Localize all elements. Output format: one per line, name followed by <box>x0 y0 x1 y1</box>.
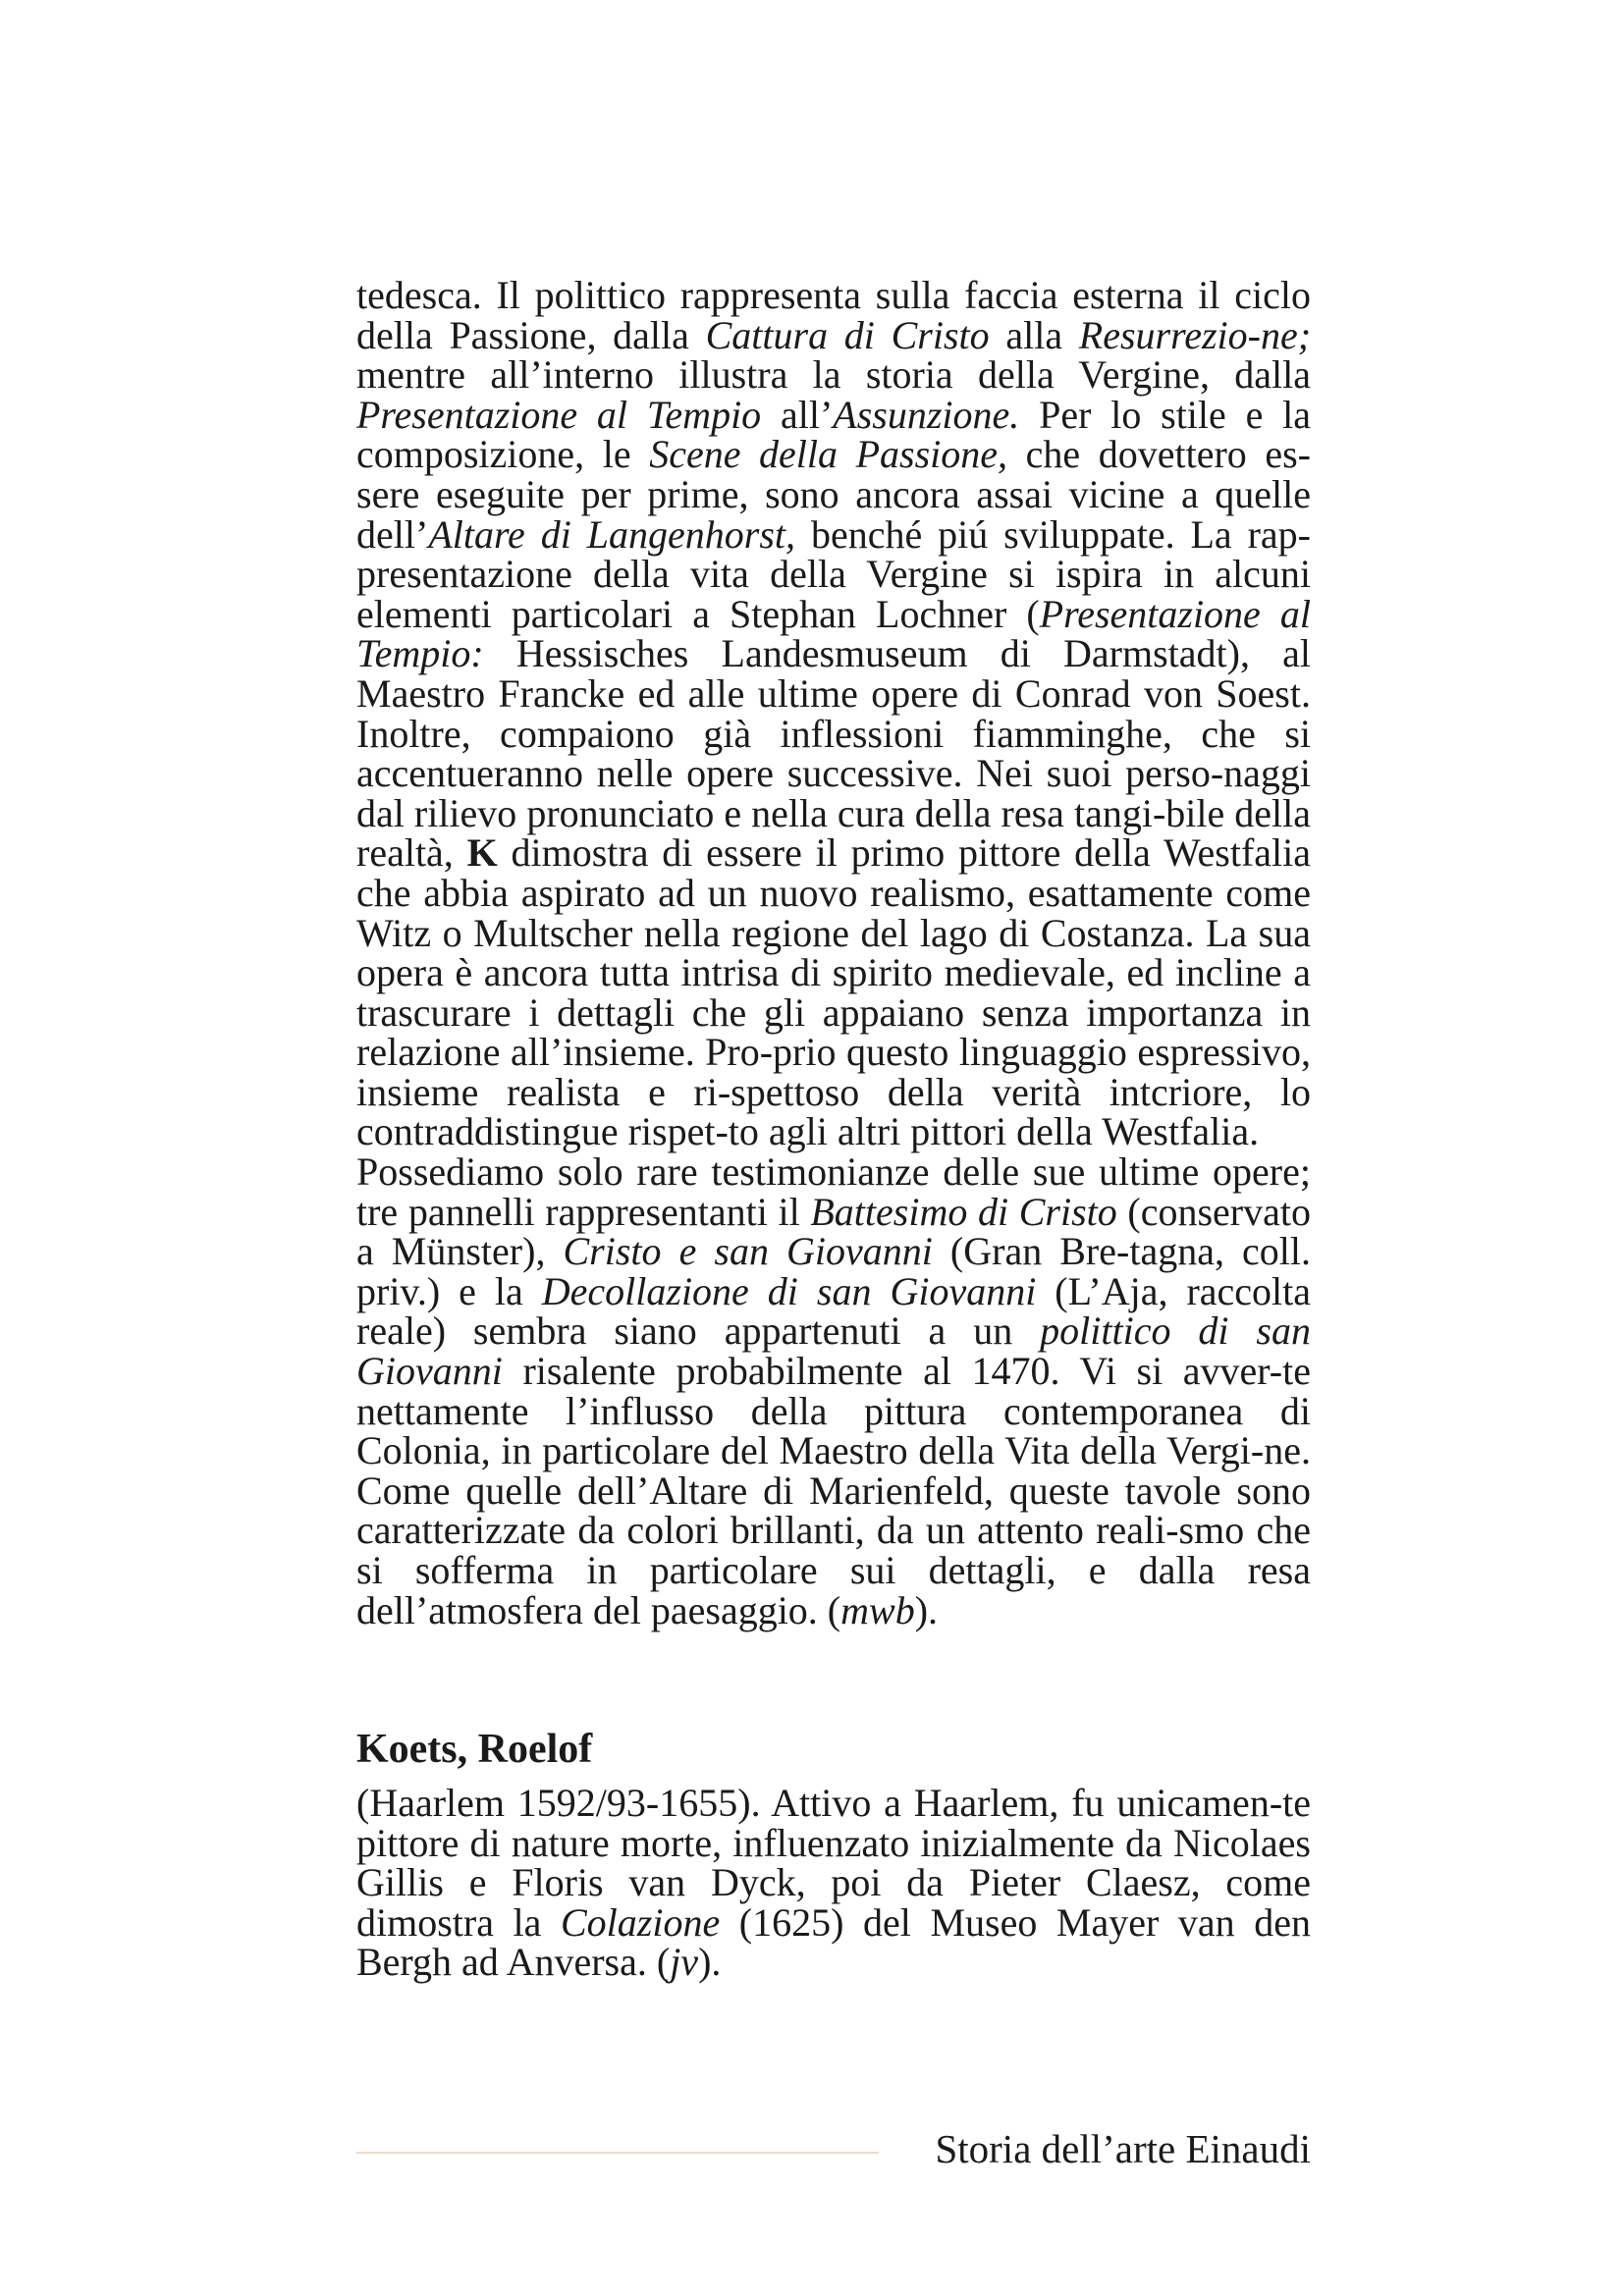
text-run: tedesca. Il polittico rappresenta sulla faccia esterna il ciclo della Passione, dalla <box>356 273 1311 357</box>
italic-title: Presentazione al Tempio: <box>356 591 1311 676</box>
entry-body <box>356 1781 1311 1984</box>
italic-title: Altare di Langenhorst, <box>428 511 796 557</box>
italic-title: Colazione <box>561 1899 721 1945</box>
author-initials: mwb <box>840 1587 915 1632</box>
italic-title: Cattura di Cristo <box>705 312 990 357</box>
italic-title: Presentazione al Tempio <box>356 392 762 437</box>
text-run: mentre all’interno illustra la storia della Vergine, dalla <box>356 352 1311 398</box>
footer-rule <box>356 2152 879 2154</box>
article-text <box>356 273 1312 1632</box>
text-run: ). <box>698 1940 722 1984</box>
text-run: all’ <box>761 392 834 437</box>
text-run: Per lo stile e la composizione, le <box>356 392 1312 477</box>
text-run: (1625) del Museo Mayer van den Bergh ad Anversa. ( <box>356 1899 1311 1984</box>
text-run: Possediamo solo rare testimonianze delle sue ultime opere; tre pannelli rappresentanti il <box>356 1149 1311 1234</box>
entry-heading: Koets, Roelof <box>356 1727 593 1772</box>
text-run: Hessisches Landesmuseum di Darmstadt), al Maestro Francke ed alle ultime opere di Conrad von Soest. Inoltre, compaiono già inflessioni fiamminghe, che si accentueranno nelle opere successive. Nei suoi perso-naggi dal rilievo pronunciato e nella cura della resa tangi-bile della realtà, <box>356 631 1311 876</box>
bold-abbreviation: K <box>466 830 498 876</box>
italic-title: Resurrezio-ne; <box>1078 312 1312 357</box>
author-initials: jv <box>670 1940 699 1984</box>
text-run: (Gran Bre-tagna, coll. priv.) e la <box>356 1229 1311 1313</box>
paragraph-ultime-opere <box>356 1149 1312 1632</box>
italic-title: Cristo e san Giovanni <box>563 1229 933 1274</box>
text-run: dimostra di essere il primo pittore della Westfalia che abbia aspirato ad un nuovo realismo, esattamente come Witz o Multscher nella regione del lago di Costanza. La sua opera è ancora tutta intrisa di spirito medievale, ed incline a trascurare i dettagli che gli appaiano senza importanza in relazione all’insieme. Pro-prio questo linguaggio espressivo, insieme realista e ri-spettoso della verità intcriore, lo contraddistingue rispet-to agli altri pittori della Westfalia. <box>356 830 1312 1154</box>
text-run: che dovettero es-sere eseguite per prime, sono ancora assai vicine a quelle dell’ <box>356 432 1311 557</box>
footer-title: Storia dell’arte Einaudi <box>935 2126 1311 2171</box>
text-run: ). <box>914 1587 939 1632</box>
text-run: risalente probabilmente al 1470. Vi si avver-te nettamente l’influsso della pittura contemporanea di Colonia, in particolare del Maestro della Vita della Vergi-ne. Come quelle dell’Altare di Marienfeld, queste tavole sono caratterizzate da colori brillanti, da un attento reali-smo che si sofferma in particolare sui dettagli, e dalla resa dell’atmosfera del paesaggio. ( <box>356 1349 1311 1632</box>
italic-title: Assunzione. <box>833 392 1020 437</box>
text-run: (L’Aja, raccolta reale) sembra siano appartenuti a un <box>356 1268 1312 1354</box>
text-run: benché piú sviluppate. La rap-presentazione della vita della Vergine si ispira in alcuni elementi particolari a Stephan Lochner ( <box>356 511 1311 636</box>
paragraph-polittico <box>356 273 1312 1154</box>
italic-title: Battesimo di Cristo <box>810 1189 1117 1234</box>
text-run: alla <box>989 312 1079 357</box>
text-run: (conservato a Münster), <box>356 1189 1311 1274</box>
text-run: (Haarlem 1592/93-1655). Attivo a Haarlem, fu unicamen-te pittore di nature morte, influenzato inizialmente da Nicolaes Gillis e Floris van Dyck, poi da Pieter Claesz, come dimostra la <box>356 1781 1311 1945</box>
italic-title: Scene della Passione, <box>649 432 1008 477</box>
italic-title: Decollazione di san Giovanni <box>541 1268 1037 1313</box>
italic-title: polittico di san Giovanni <box>356 1308 1311 1394</box>
